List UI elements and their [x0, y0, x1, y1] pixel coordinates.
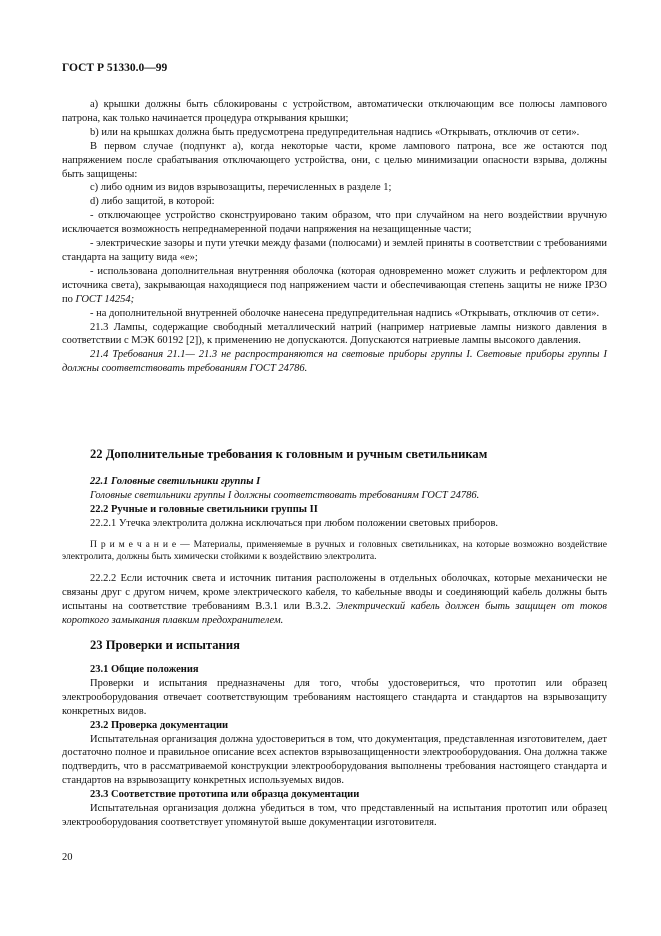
item-c: с) либо одним из видов взрывозащиты, перечисленных в разделе 1; — [90, 182, 392, 194]
clause-22-2-2-text: 22.2.2 Если источник света и источник питания расположены в отдельных оболочках, которые механически не связаны друг с другом ничем, кроме электрического кабеля, то кабельные вводы и соединяющий кабель должны быть испытаны на соответствие требованиям В.3.1 или В.3.2. — [62, 572, 607, 612]
clause-22-2-2-italic: Электрический кабель должен быть защищен от токов короткого замыкания плавким предохранителем. — [62, 600, 607, 626]
section-22 — [62, 446, 607, 627]
dash-item-3 — [62, 265, 607, 307]
subsection-23-1-heading: 23.1 Общие положения — [90, 664, 199, 675]
subsection-23-3-heading: 23.3 Соответствие прототипа или образца документации — [90, 789, 360, 801]
clause-22-2-1: 22.2.1 Утечка электролита должна исключаться при любом положении световых приборов. — [90, 517, 499, 529]
dash-item-1: - отключающее устройство сконструировано таким образом, что при случайном на него воздействии вручную исключается возможность непреднамеренной подачи напряжения на незащищенные части; — [62, 210, 607, 236]
item-d: d) либо защитой, в которой: — [90, 196, 215, 208]
subsection-23-3-text: Испытательная организация должна убедиться в том, что представленный на испытания прототип или образец электрооборудования соответствует упомянутой выше документации изготовителя. — [62, 803, 607, 828]
section-23-heading: 23 Проверки и испытания — [90, 638, 240, 652]
subsection-23-1-text: Проверки и испытания предназначены для того, чтобы удостовериться, что прототип или образец электрооборудования отвечает соответствующим требованиям настоящего стандарта и стандартов на взрывозащиту конкретных видов. — [62, 677, 607, 717]
subsection-23-2-heading: 23.2 Проверка документации — [90, 719, 229, 731]
document-code-header: ГОСТ Р 51330.0—99 — [62, 62, 168, 74]
gost-14254-ref: ГОСТ 14254; — [75, 293, 135, 305]
subsection-23-2-text: Испытательная организация должна удостовериться в том, что документация, представленная изготовителем, дает достаточно полное и правильное описание всех аспектов взрывозащищенности электрооборудования. Она должна также подтвердить, что в рассматриваемой конструкции электрооборудования выполнены требования настоящего стандарта и стандартов на взрывозащиту конкретных используемых видов. — [62, 733, 607, 787]
clause-22-2-2 — [62, 572, 607, 628]
dash-item-4: - на дополнительной внутренней оболочке нанесена предупредительная надпись «Открывать, отключив от сети». — [90, 307, 600, 319]
page-number: 20 — [62, 852, 73, 863]
clause-21-4: 21.4 Требования 21.1— 21.3 не распространяются на световые приборы группы I. Световые приборы группы I должны соответствовать требованиям ГОСТ 24786. — [62, 349, 607, 375]
subsection-22-1-text: Головные светильники группы I должны соответствовать требованиям ГОСТ 24786. — [90, 489, 480, 501]
paragraph-first-case: В первом случае (подпункт а), когда некоторые части, кроме лампового патрона, все же остаются под напряжением после срабатывания отключающего устройства, они, с целью минимизации опасности взрыва, должны быть защищены: — [62, 140, 607, 180]
subsection-22-2-heading: 22.2 Ручные и головные светильники группы II — [90, 503, 318, 515]
note — [62, 539, 607, 564]
note-text: — Материалы, применяемые в ручных и головных светильниках, на которые возможно воздействие электролита, должны быть химически стойкими к воздействию электролита. — [62, 538, 607, 563]
clause-21-3: 21.3 Лампы, содержащие свободный металлический натрий (например натриевые лампы низкого давления в соответствии с МЭК 60192 [2]), к применению не допускаются. Допускаются натриевые лампы высокого давления. — [62, 321, 607, 347]
section-22-heading: 22 Дополнительные требования к головным и ручным светильникам — [90, 447, 488, 461]
section-23 — [62, 637, 607, 830]
item-b: b) или на крышках должна быть предусмотрена предупредительная надпись «Открывать, отключив от сети». — [90, 126, 580, 138]
subsection-22-1-heading: 22.1 Головные светильники группы I — [90, 476, 261, 487]
body-block-21 — [62, 98, 607, 376]
item-a: а) крышки должны быть сблокированы с устройством, автоматически отключающим все полюсы лампового патрона, как только начинается процедура открывания крышки; — [62, 99, 607, 124]
dash-item-2: - электрические зазоры и пути утечки между фазами (полюсами) и землей приняты в соответствии с требованиями стандарта на защиту вида «е»; — [62, 238, 607, 263]
dash-item-3-text: - использована дополнительная внутренняя оболочка (которая одновременно может служить и рефлектором для источника света), закрывающая находящиеся под напряжением части и обеспечивающая степень защиты не ниже IP3O по — [62, 265, 607, 305]
note-label: П р и м е ч а н и е — [90, 538, 177, 550]
